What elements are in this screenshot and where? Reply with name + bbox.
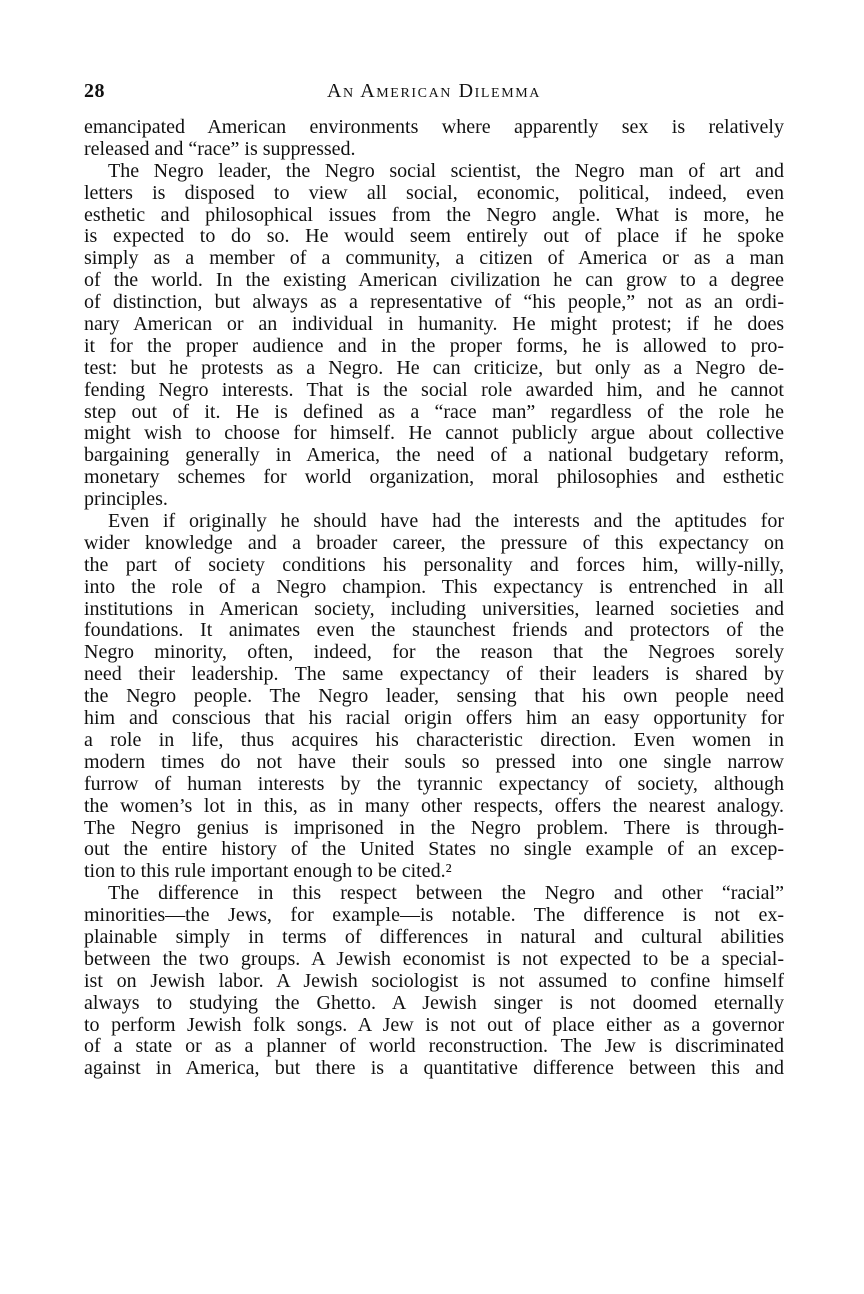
text-line: minorities—the Jews, for example—is notable. The difference is not ex-: [84, 905, 784, 927]
text-line: principles.: [84, 489, 168, 511]
text-line: monetary schemes for world organization, moral philosophies and esthetic: [84, 467, 784, 489]
text-line: institutions in American society, including universities, learned societies and: [84, 598, 784, 620]
text-line: fending Negro interests. That is the social role awarded him, and he cannot: [84, 379, 784, 401]
text-line: The Negro leader, the Negro social scientist, the Negro man of art and: [108, 160, 784, 182]
text-line: tion to this rule important enough to be cited.²: [84, 861, 452, 883]
text-line: always to studying the Ghetto. A Jewish singer is not doomed eternally: [84, 992, 784, 1014]
text-line: test: but he protests as a Negro. He can criticize, but only as a Negro de-: [84, 357, 784, 379]
text-line: esthetic and philosophical issues from the Negro angle. What is more, he: [84, 204, 784, 226]
text-line: ist on Jewish labor. A Jewish sociologist is not assumed to confine himself: [84, 970, 784, 992]
text-line: simply as a member of a community, a citizen of America or as a man: [84, 248, 784, 270]
body-text: [84, 117, 784, 1080]
text-line: released and “race” is suppressed.: [84, 138, 356, 160]
text-line: the part of society conditions his personality and forces him, willy-nilly,: [84, 554, 784, 576]
text-line: him and conscious that his racial origin offers him an easy opportunity for: [84, 708, 784, 730]
text-line: wider knowledge and a broader career, the pressure of this expectancy on: [84, 532, 784, 554]
text-line: Negro minority, often, indeed, for the reason that the Negroes sorely: [84, 642, 784, 664]
text-line: the Negro people. The Negro leader, sensing that his own people need: [84, 686, 784, 708]
text-line: The Negro genius is imprisoned in the Negro problem. There is through-: [84, 817, 784, 839]
text-line: a role in life, thus acquires his characteristic direction. Even women in: [84, 729, 784, 751]
text-line: of the world. In the existing American civilization he can grow to a degree: [84, 270, 784, 292]
text-line: emancipated American environments where apparently sex is relatively: [84, 117, 784, 138]
text-line: between the two groups. A Jewish economist is not expected to be a special-: [84, 948, 784, 970]
book-title: An American Dilemma: [326, 80, 542, 102]
page-number: 28: [84, 80, 105, 102]
text-line: modern times do not have their souls so pressed into one single narrow: [84, 751, 784, 773]
text-line: plainable simply in terms of differences in natural and cultural abilities: [84, 926, 784, 948]
text-line: out the entire history of the United States no single example of an excep-: [84, 839, 784, 861]
text-line: is expected to do so. He would seem entirely out of place if he spoke: [84, 226, 784, 248]
text-line: foundations. It animates even the staunchest friends and protectors of the: [84, 620, 784, 642]
text-line: into the role of a Negro champion. This expectancy is entrenched in all: [84, 576, 784, 598]
text-line: of a state or as a planner of world reconstruction. The Jew is discriminated: [84, 1036, 784, 1058]
text-line: step out of it. He is defined as a “race man” regardless of the role he: [84, 401, 784, 423]
text-line: furrow of human interests by the tyrannic expectancy of society, although: [84, 773, 784, 795]
text-line: to perform Jewish folk songs. A Jew is not out of place either as a governor: [84, 1014, 784, 1036]
text-line: bargaining generally in America, the need of a national budgetary reform,: [84, 445, 784, 467]
text-line: against in America, but there is a quantitative difference between this and: [84, 1058, 784, 1080]
text-line: it for the proper audience and in the proper forms, he is allowed to pro-: [84, 335, 784, 357]
running-head: [84, 80, 784, 106]
text-line: of distinction, but always as a representative of “his people,” not as an ordi-: [84, 292, 784, 314]
text-line: nary American or an individual in humanity. He might protest; if he does: [84, 314, 784, 336]
text-line: might wish to choose for himself. He cannot publicly argue about collective: [84, 423, 784, 445]
text-line: need their leadership. The same expectancy of their leaders is shared by: [84, 664, 784, 686]
text-line: the women’s lot in this, as in many other respects, offers the nearest analogy.: [84, 795, 784, 817]
text-line: The difference in this respect between the Negro and other “racial”: [108, 883, 784, 905]
text-line: letters is disposed to view all social, economic, political, indeed, even: [84, 182, 784, 204]
text-line: Even if originally he should have had the interests and the aptitudes for: [108, 511, 784, 533]
